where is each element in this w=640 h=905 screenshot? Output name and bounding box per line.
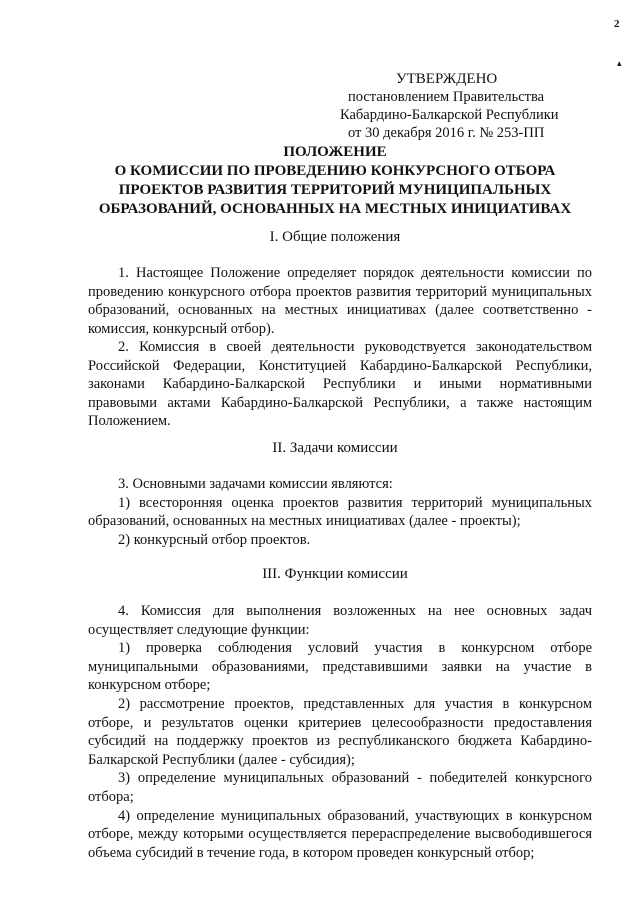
approval-line-3: от 30 декабря 2016 г. № 253-ПП (348, 125, 545, 141)
paragraph-2 (88, 338, 592, 431)
approval-heading: УТВЕРЖДЕНО (396, 71, 498, 87)
section-heading-1: I. Общие положения (269, 229, 401, 245)
paragraph-3-item-1: 1) всесторонняя оценка проектов развития территорий муниципальных образований, основанных на местных инициативах (далее - проекты); (88, 494, 592, 530)
title-line-4: ОБРАЗОВАНИЙ, ОСНОВАННЫХ НА МЕСТНЫХ ИНИЦИАТИВАХ (98, 201, 572, 217)
title-line-2: О КОМИССИИ ПО ПРОВЕДЕНИЮ КОНКУРСНОГО ОТБОРА (114, 163, 556, 179)
page-number: 2 (614, 18, 620, 30)
approval-line-1: постановлением Правительства (348, 89, 545, 105)
paragraph-4-text: 4. Комиссия для выполнения возложенных на нее основных задач осуществляет следующие функции: (88, 603, 592, 638)
approval-line-2: Кабардино-Балкарской Республики (340, 107, 559, 123)
document-title (70, 143, 600, 219)
scan-mark: ▴ (617, 58, 622, 68)
paragraph-4 (88, 602, 592, 862)
section-heading-3: III. Функции комиссии (262, 566, 408, 582)
paragraph-4-item-3: 3) определение муниципальных образований - победителей конкурсного отбора; (88, 770, 592, 805)
approval-stamp (340, 70, 559, 142)
paragraph-2-text: 2. Комиссия в своей деятельности руководствуется законодательством Российской Федерации, Конституцией Кабардино-Балкарской Республики, законами Кабардино-Балкарской Республики и иными нормативными правовыми актами Кабардино-Балкарской Республики, а также настоящим Положением. (88, 339, 592, 430)
paragraph-3 (88, 475, 592, 549)
paragraph-3-item-2: 2) конкурсный отбор проектов. (118, 531, 311, 548)
section-heading-2: II. Задачи комиссии (272, 440, 398, 456)
paragraph-1-text: 1. Настоящее Положение определяет порядок деятельности комиссии по проведению конкурсного отбора проектов развития территорий муниципальных образований, основанных на местных инициативах (далее соответственно - комиссия, конкурсный отбор). (88, 265, 592, 337)
title-line-3: ПРОЕКТОВ РАЗВИТИЯ ТЕРРИТОРИЙ МУНИЦИПАЛЬНЫХ (118, 182, 552, 198)
paragraph-1 (88, 264, 592, 338)
title-line-1: ПОЛОЖЕНИЕ (283, 144, 387, 160)
paragraph-4-item-1: 1) проверка соблюдения условий участия в конкурсном отборе муниципальными образованиями, представившими заявки на участие в конкурсном отборе; (88, 640, 592, 694)
paragraph-3-text: 3. Основными задачами комиссии являются: (118, 476, 393, 492)
paragraph-4-item-4: 4) определение муниципальных образований, участвующих в конкурсном отборе, между которыми осуществляется перераспределение высвободившегося объема субсидий в течение года, в котором проведен конкурсный отбор; (88, 807, 592, 861)
paragraph-4-item-2: 2) рассмотрение проектов, представленных для участия в конкурсном отборе, и результатов оценки критериев целесообразности предоставления субсидий на поддержку проектов из республиканского бюджета Кабардино-Балкарской Республики (далее - субсидия); (88, 695, 592, 768)
